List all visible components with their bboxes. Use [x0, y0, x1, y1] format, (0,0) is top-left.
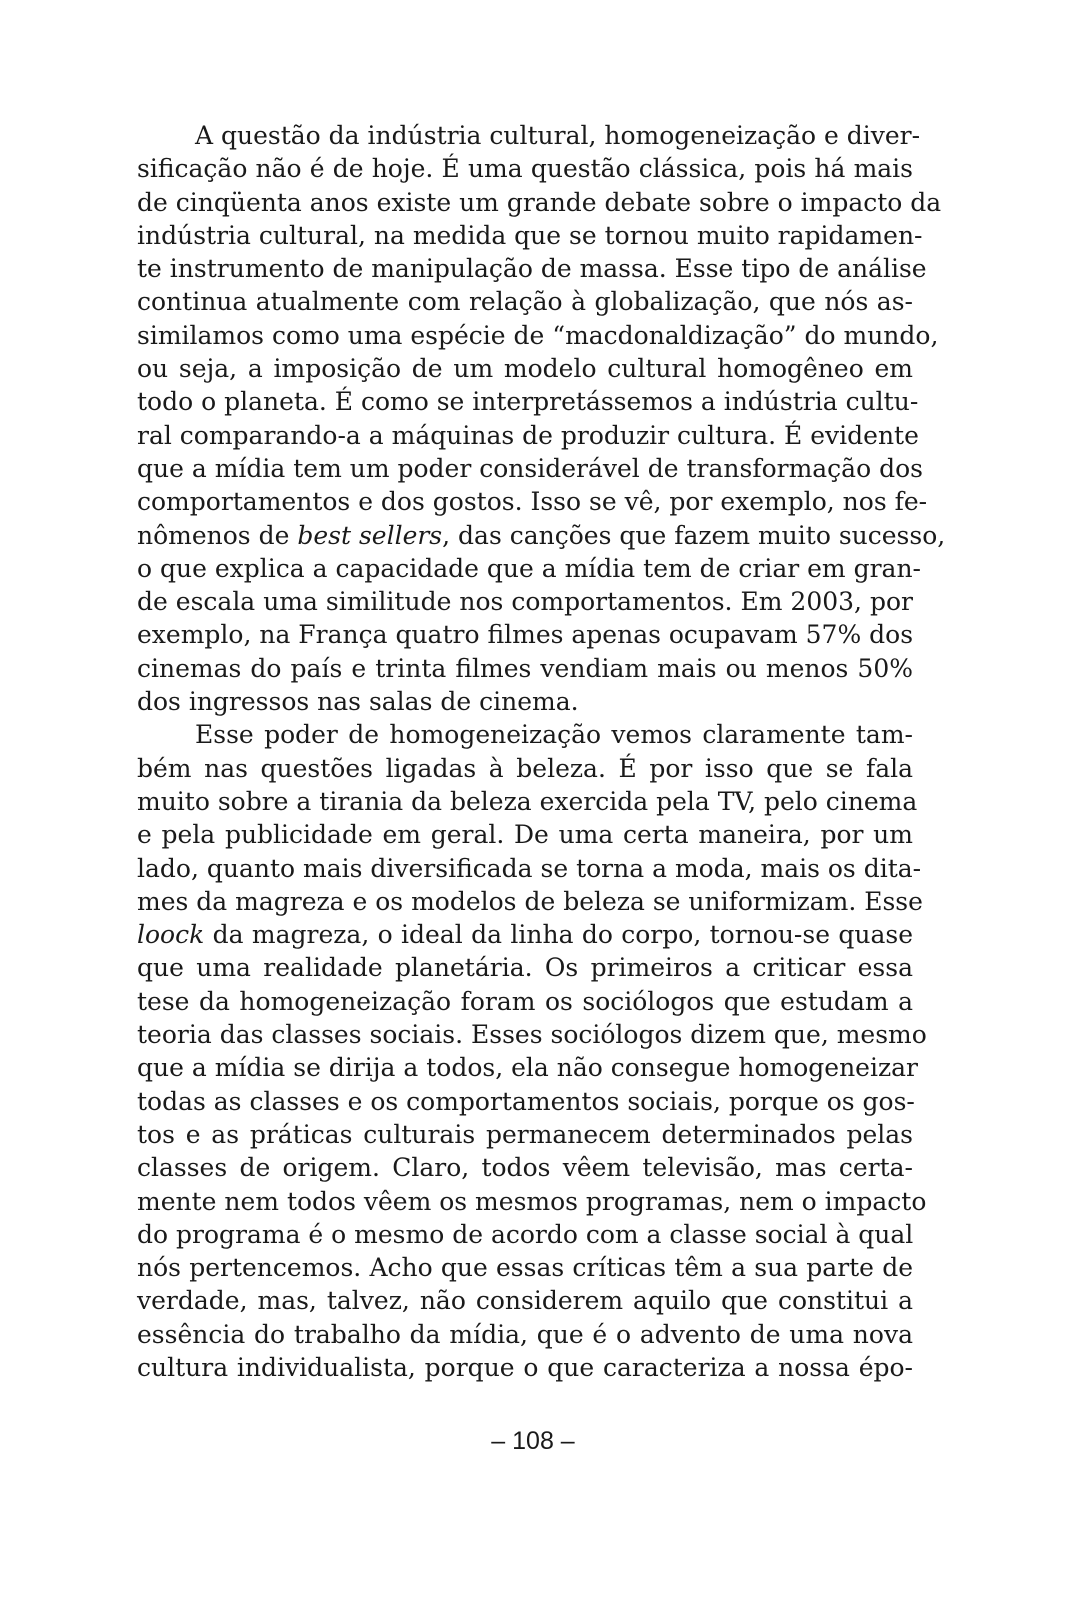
- text-segment: nômenos de: [137, 520, 298, 550]
- text-line: nós pertencemos. Acho que essas críticas têm a sua parte de: [137, 1253, 913, 1283]
- text-line: cinemas do país e trinta filmes vendiam mais ou menos 50%: [137, 653, 913, 683]
- text-line: lado, quanto mais diversificada se torna a moda, mais os dita-: [137, 853, 922, 883]
- text-line: todo o planeta. É como se interpretássemos a indústria cultu-: [137, 387, 919, 417]
- text-line: Esse poder de homogeneização vemos claramente tam-: [195, 720, 913, 750]
- text-line: e pela publicidade em geral. De uma certa maneira, por um: [137, 820, 913, 850]
- text-line: de cinqüenta anos existe um grande debate sobre o impacto da: [137, 187, 942, 217]
- text-line: tese da homogeneização foram os sociólogos que estudam a: [137, 986, 913, 1016]
- text-line: ral comparando-a a máquinas de produzir cultura. É evidente: [137, 420, 919, 450]
- text-line: cultura individualista, porque o que caracteriza a nossa épo-: [137, 1352, 913, 1382]
- text-line: ou seja, a imposição de um modelo cultural homogêneo em: [137, 354, 913, 384]
- text-line: sificação não é de hoje. É uma questão clássica, pois há mais: [137, 154, 913, 184]
- text-line: [137, 519, 946, 552]
- italic-term: best sellers: [297, 520, 443, 550]
- text-line: te instrumento de manipulação de massa. Esse tipo de análise: [137, 254, 927, 284]
- text-line: que a mídia tem um poder considerável de transformação dos: [137, 453, 923, 483]
- text-line: comportamentos e dos gostos. Isso se vê, por exemplo, nos fe-: [137, 487, 928, 517]
- text-line: todas as classes e os comportamentos sociais, porque os gos-: [137, 1086, 915, 1116]
- text-line: do programa é o mesmo de acordo com a classe social à qual: [137, 1219, 914, 1249]
- text-line: [137, 918, 913, 951]
- page-number: – 108 –: [491, 1427, 575, 1455]
- text-line: exemplo, na França quatro filmes apenas ocupavam 57% dos: [137, 620, 914, 650]
- text-line: mente nem todos vêem os mesmos programas, nem o impacto: [137, 1186, 927, 1216]
- text-line: classes de origem. Claro, todos vêem televisão, mas certa-: [137, 1153, 913, 1183]
- text-line: similamos como uma espécie de “macdonaldização” do mundo,: [137, 320, 939, 350]
- text-line: de escala uma similitude nos comportamentos. Em 2003, por: [137, 587, 913, 617]
- text-line: que a mídia se dirija a todos, ela não consegue homogeneizar: [137, 1053, 918, 1083]
- text-line: teoria das classes sociais. Esses sociólogos dizem que, mesmo: [137, 1020, 927, 1050]
- text-line: que uma realidade planetária. Os primeiros a criticar essa: [137, 953, 913, 983]
- text-line: dos ingressos nas salas de cinema.: [137, 687, 579, 717]
- text-line: indústria cultural, na medida que se tornou muito rapidamen-: [137, 220, 923, 250]
- text-line: A questão da indústria cultural, homogeneização e diver-: [195, 121, 921, 150]
- text-line: continua atualmente com relação à globalização, que nós as-: [137, 287, 913, 317]
- italic-term: loock: [137, 920, 205, 950]
- body-text: [137, 119, 946, 1384]
- text-line: mes da magreza e os modelos de beleza se uniformizam. Esse: [137, 886, 923, 916]
- text-segment: , das canções que fazem muito sucesso,: [442, 520, 946, 550]
- text-line: bém nas questões ligadas à beleza. É por isso que se fala: [137, 753, 913, 783]
- text-line: verdade, mas, talvez, não considerem aquilo que constitui a: [137, 1286, 913, 1316]
- text-segment: da magreza, o ideal da linha do corpo, tornou-se quase: [204, 920, 913, 950]
- text-line: o que explica a capacidade que a mídia tem de criar em gran-: [137, 553, 921, 583]
- text-line: essência do trabalho da mídia, que é o advento de uma nova: [137, 1319, 913, 1349]
- text-line: tos e as práticas culturais permanecem determinados pelas: [137, 1119, 913, 1149]
- text-line: muito sobre a tirania da beleza exercida pela TV, pelo cinema: [137, 786, 918, 816]
